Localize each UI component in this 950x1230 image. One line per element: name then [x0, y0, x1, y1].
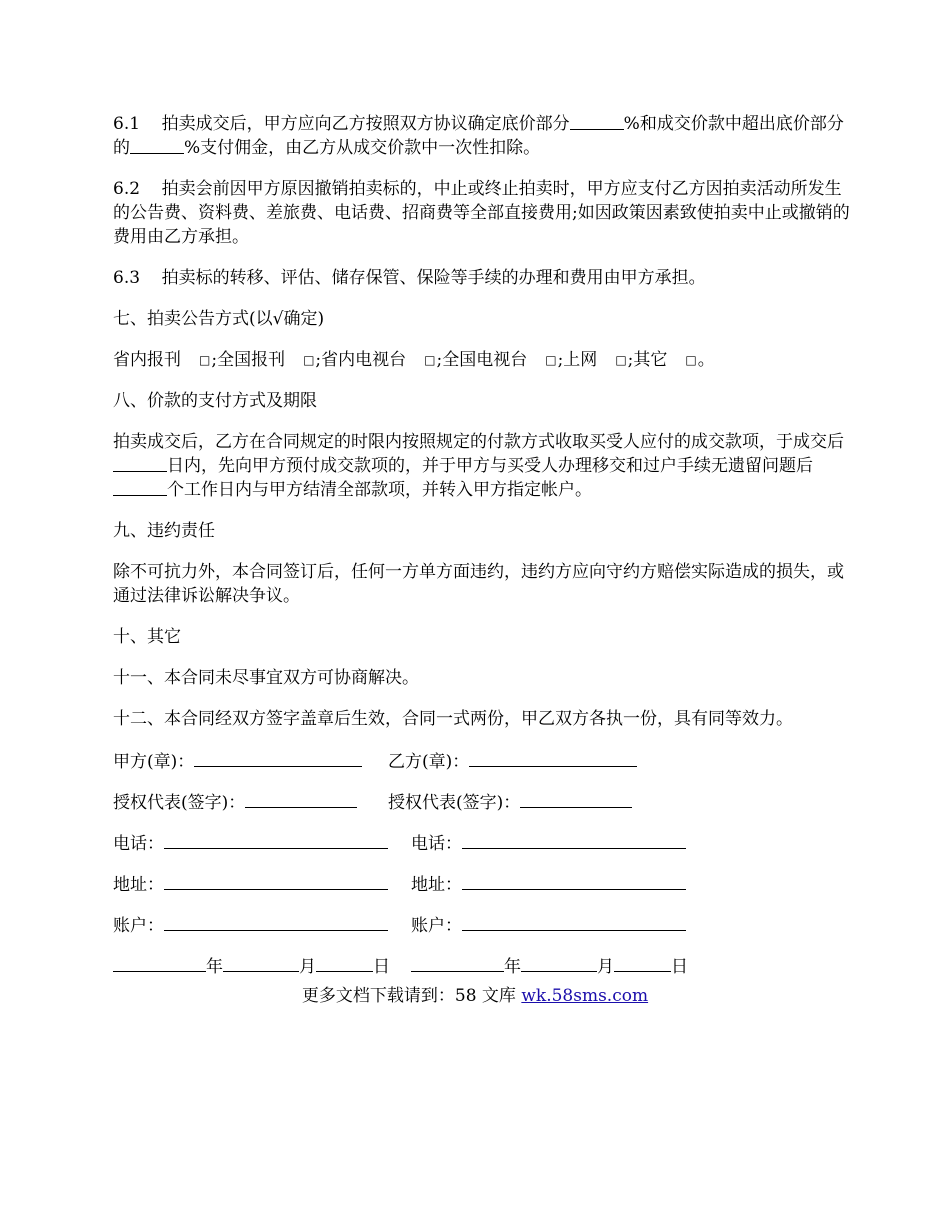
party-a-label: 甲方(章)： — [113, 752, 195, 772]
checkbox-icon[interactable]: □ — [545, 353, 557, 367]
footer-link[interactable]: wk.58sms.com — [521, 986, 649, 1006]
year-field[interactable] — [113, 953, 206, 972]
year-label: 年 — [504, 957, 521, 977]
rep-a-label: 授权代表(签字)： — [113, 793, 246, 813]
month-field[interactable] — [521, 953, 597, 972]
day-field[interactable] — [316, 953, 373, 972]
clause-text: 拍卖成交后，甲方应向乙方按照双方协议确定底价部分 — [161, 114, 570, 134]
checkbox-icon[interactable]: □ — [303, 353, 315, 367]
heading-12: 十二、本合同经双方签字盖章后生效，合同一式两份，甲乙双方各执一份，具有同等效力。 — [113, 709, 793, 729]
clause-6-1 — [113, 112, 853, 160]
heading-7: 七、拍卖公告方式(以√确定) — [113, 309, 325, 329]
date-a — [113, 953, 411, 979]
blank-line — [113, 478, 167, 496]
option-label: ;上网 — [557, 350, 598, 370]
rep-b-field[interactable] — [520, 789, 632, 808]
month-field[interactable] — [223, 953, 299, 972]
account-a — [113, 912, 411, 938]
address-b-field[interactable] — [462, 871, 686, 890]
contract-page — [113, 112, 853, 994]
party-b — [388, 748, 637, 774]
day-label: 日 — [671, 957, 688, 977]
date-row — [113, 953, 853, 977]
clause-text: %支付佣金，由乙方从成交价款中一次性扣除。 — [184, 138, 541, 158]
clause-8 — [113, 430, 853, 502]
clause-text: 拍卖标的转移、评估、储存保管、保险等手续的办理和费用由甲方承担。 — [161, 268, 706, 288]
account-b-label: 账户： — [411, 916, 462, 936]
rep-row — [113, 789, 853, 813]
clause-6-3 — [113, 266, 853, 290]
day-field[interactable] — [614, 953, 671, 972]
account-a-field[interactable] — [164, 912, 388, 931]
footer-text: 更多文档下载请到：58 文库 — [301, 986, 522, 1006]
blank-line — [113, 454, 167, 472]
checkbox-icon[interactable]: □ — [615, 353, 627, 367]
rep-a-field[interactable] — [245, 789, 357, 808]
clause-6-2 — [113, 177, 853, 249]
address-row — [113, 871, 853, 895]
phone-b-label: 电话： — [411, 834, 462, 854]
address-a-field[interactable] — [164, 871, 388, 890]
blank-line — [570, 112, 624, 130]
address-a-label: 地址： — [113, 875, 164, 895]
phone-b-field[interactable] — [462, 830, 686, 849]
account-b-field[interactable] — [462, 912, 686, 931]
heading-11: 十一、本合同未尽事宜双方可协商解决。 — [113, 668, 419, 688]
clause-text: 拍卖成交后，乙方在合同规定的时限内按照规定的付款方式收取买受人应付的成交款项，于成交后 — [113, 432, 844, 452]
party-b-field[interactable] — [469, 748, 637, 767]
clause-9: 除不可抗力外，本合同签订后，任何一方单方面违约，违约方应向守约方赔偿实际造成的损失，或通过法律诉讼解决争议。 — [113, 562, 844, 606]
rep-b-label: 授权代表(签字)： — [388, 793, 521, 813]
month-label: 月 — [597, 957, 614, 977]
checkbox-icon[interactable]: □ — [685, 353, 697, 367]
checkbox-icon[interactable]: □ — [199, 353, 211, 367]
year-label: 年 — [206, 957, 223, 977]
address-a — [113, 871, 411, 897]
account-b — [411, 912, 686, 938]
rep-a — [113, 789, 388, 815]
account-row — [113, 912, 853, 936]
heading-10: 十、其它 — [113, 627, 181, 647]
party-b-label: 乙方(章)： — [388, 752, 470, 772]
clause-text: 日内，先向甲方预付成交款项的，并于甲方与买受人办理移交和过户手续无遗留问题后 — [167, 456, 813, 476]
announce-options — [113, 348, 853, 372]
heading-9: 九、违约责任 — [113, 521, 215, 541]
account-a-label: 账户： — [113, 916, 164, 936]
phone-b — [411, 830, 686, 856]
clause-text: 拍卖会前因甲方原因撤销拍卖标的，中止或终止拍卖时，甲方应支付乙方因拍卖活动所发生的公告费、资料费、差旅费、电话费、招商费等全部直接费用;如因政策因素致使拍卖中止或撤销的费用由乙方承担。 — [113, 179, 850, 247]
year-field[interactable] — [411, 953, 504, 972]
clause-text: %和成交价款中超出底价部分的 — [113, 114, 844, 158]
clause-number: 6.1 — [113, 114, 141, 134]
rep-b — [388, 789, 632, 815]
option-end: 。 — [697, 350, 715, 370]
day-label: 日 — [373, 957, 390, 977]
address-b — [411, 871, 686, 897]
party-row — [113, 748, 853, 772]
party-a-field[interactable] — [194, 748, 362, 767]
month-label: 月 — [299, 957, 316, 977]
option-label: ;全国报刊 — [211, 350, 286, 370]
option-label: ;省内电视台 — [315, 350, 407, 370]
phone-a-label: 电话： — [113, 834, 164, 854]
clause-number: 6.3 — [113, 268, 141, 288]
heading-8: 八、价款的支付方式及期限 — [113, 391, 317, 411]
footer — [0, 984, 950, 1008]
phone-row — [113, 830, 853, 854]
clause-number: 6.2 — [113, 179, 141, 199]
date-b — [411, 953, 688, 979]
phone-a-field[interactable] — [164, 830, 388, 849]
option-label: ;其它 — [627, 350, 668, 370]
party-a — [113, 748, 388, 774]
blank-line — [130, 136, 184, 154]
option-label: ;全国电视台 — [436, 350, 528, 370]
clause-text: 个工作日内与甲方结清全部款项，并转入甲方指定帐户。 — [167, 480, 592, 500]
checkbox-icon[interactable]: □ — [424, 353, 436, 367]
phone-a — [113, 830, 411, 856]
option-label: 省内报刊 — [113, 350, 181, 370]
address-b-label: 地址： — [411, 875, 462, 895]
